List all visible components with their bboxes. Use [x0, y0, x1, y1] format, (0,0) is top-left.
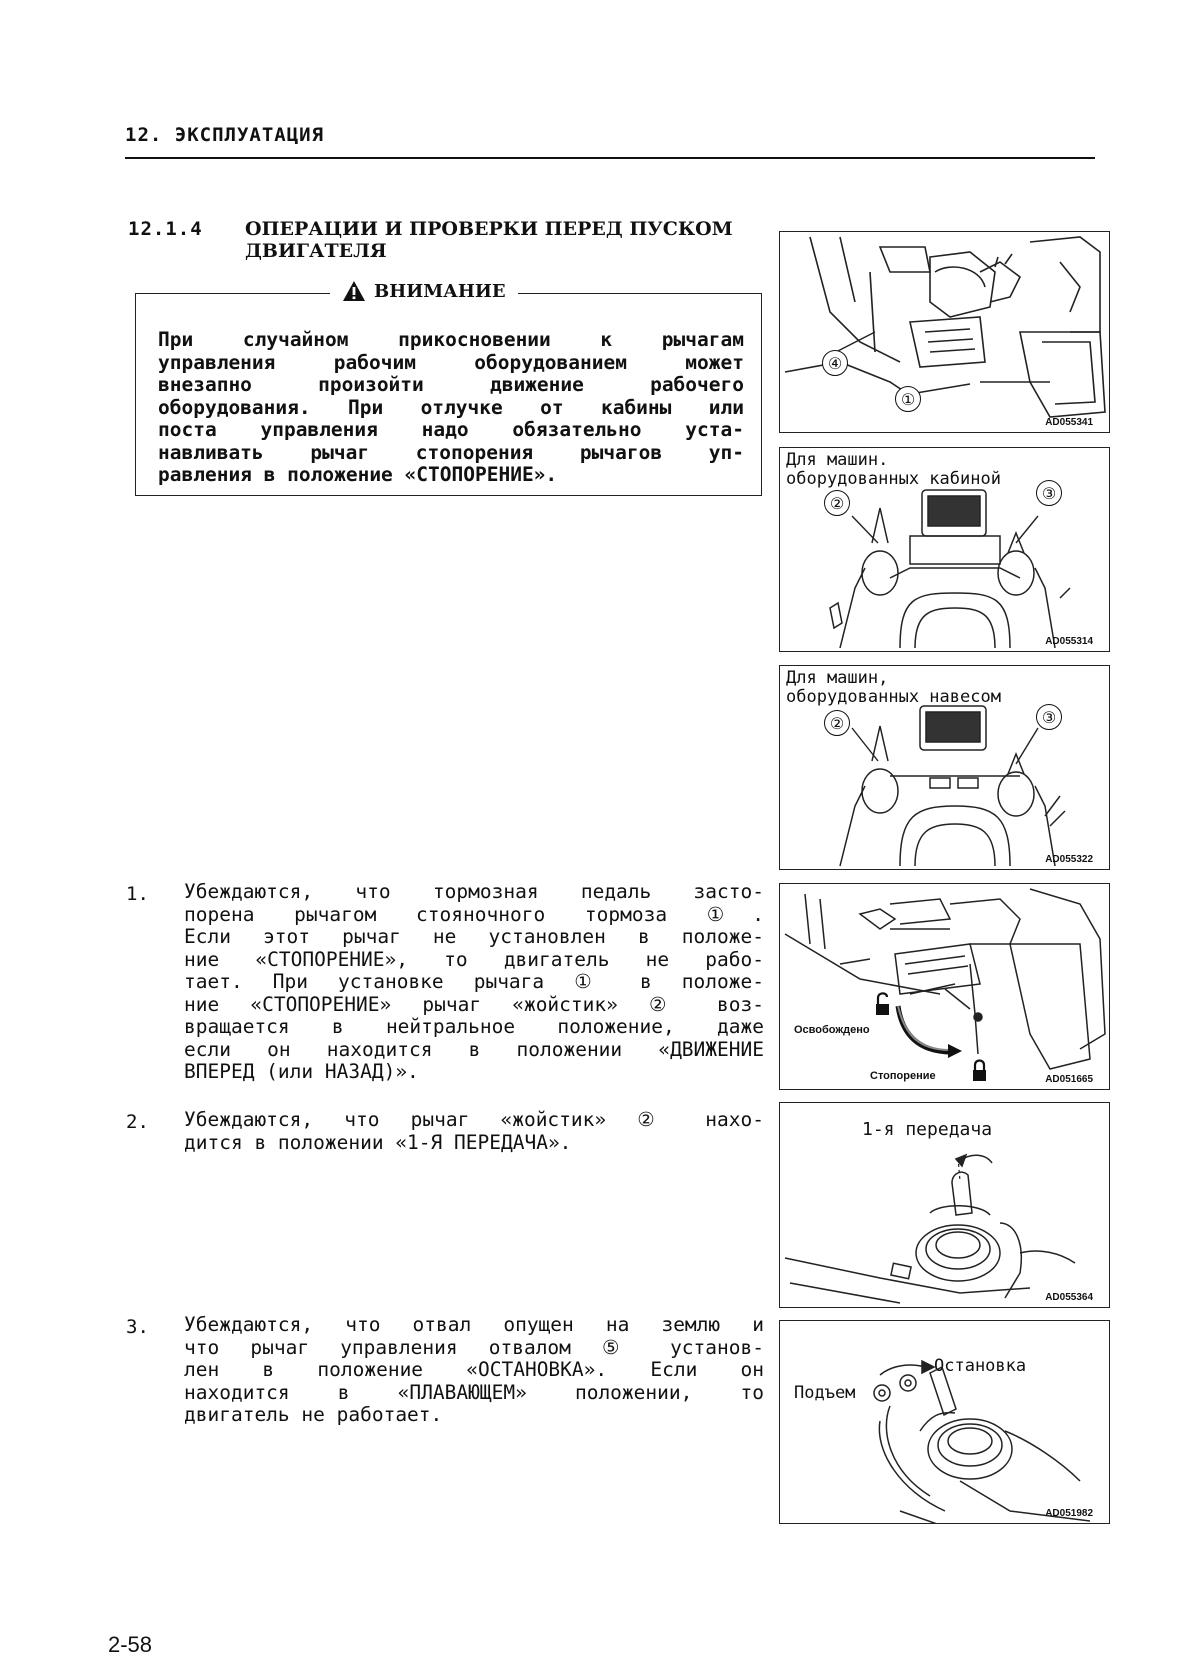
warning-line: равления в положение «СТОПОРЕНИЕ».: [158, 463, 558, 486]
figure-operator-station: [779, 231, 1110, 433]
item-text: [184, 1109, 764, 1154]
caption-line: оборудованных кабиной: [786, 469, 1001, 489]
warning-text: [158, 329, 744, 487]
figure-cab-controls: [779, 447, 1110, 652]
label-locked: Стопорение: [870, 1070, 936, 1082]
item-text: [184, 881, 764, 1084]
figure-code: AD055364: [1045, 1292, 1093, 1303]
item-number: 1.: [126, 883, 149, 905]
warning-line: При случайном прикосновении к рычагам: [158, 328, 744, 351]
item-line: дится в положении «1-Я ПЕРЕДАЧА».: [184, 1130, 572, 1154]
caption-line: Для машин,: [786, 668, 889, 688]
item-line: Если этот рычаг не установлен в положе-: [184, 925, 764, 948]
caption-line: Для машин.: [786, 450, 889, 470]
item-line: ние «СТОПОРЕНИЕ», то двигатель не рабо-: [184, 947, 764, 971]
figure-code: AD055341: [1045, 417, 1093, 428]
figure-blade-lever: [779, 1320, 1110, 1524]
warning-header: [330, 280, 518, 302]
lock-icon: [973, 1061, 986, 1082]
warning-line: внезапно произойти движение рабочего: [158, 373, 744, 396]
callout-1: ①: [895, 386, 921, 412]
section-title-line: ДВИГАТЕЛЯ: [245, 240, 387, 262]
label-raise: Подъем: [794, 1383, 856, 1403]
joystick-illustration: [780, 1103, 1110, 1308]
warning-line: управления рабочим оборудованием может: [158, 350, 744, 374]
warning-line: оборудования. При отлучке от кабины или: [158, 395, 744, 419]
figure-joystick-gear: [779, 1102, 1110, 1308]
warning-line: поста управления надо обязательно уста-: [158, 418, 744, 441]
parking-brake-illustration: [780, 884, 1110, 1090]
item-line: Убеждаются, что тормозная педаль засто-: [184, 880, 764, 903]
label-released: Освобождено: [794, 1024, 870, 1036]
item-text: [184, 1314, 764, 1427]
item-line: находится в «ПЛАВАЮЩЕМ» положении, то: [184, 1380, 764, 1404]
callout-3: ③: [1036, 480, 1062, 506]
header-rule: [125, 157, 1095, 159]
section-title-line: ОПЕРАЦИИ И ПРОВЕРКИ ПЕРЕД ПУСКОМ: [245, 218, 733, 240]
figure-code: AD051982: [1045, 1508, 1093, 1519]
item-line: ВПЕРЕД (или НАЗАД)».: [184, 1060, 419, 1083]
warning-line: навливать рычаг стопорения рычагов уп-: [158, 440, 744, 464]
item-line: ние «СТОПОРЕНИЕ» рычаг «жойстик» ② воз-: [184, 992, 764, 1016]
page-header: 12. ЭКСПЛУАТАЦИЯ: [125, 124, 325, 146]
label-stop: Остановка: [934, 1356, 1027, 1376]
item-line: двигатель не работает.: [184, 1403, 443, 1426]
unlock-icon: [876, 993, 889, 1015]
warning-label: ВНИМАНИЕ: [374, 280, 506, 302]
blade-lever-illustration: [780, 1321, 1110, 1524]
warning-icon: [342, 280, 366, 302]
figure-code: AD055314: [1045, 636, 1093, 647]
section-number: 12.1.4: [128, 218, 203, 240]
callout-4: ④: [822, 350, 848, 376]
section-title: [245, 218, 733, 262]
caption-line: оборудованных навесом: [786, 687, 1001, 707]
item-line: что рычаг управления отвалом ⑤ установ-: [184, 1335, 764, 1359]
item-number: 2.: [126, 1111, 149, 1133]
page-number: 2-58: [108, 1632, 153, 1657]
callout-2: ②: [824, 710, 850, 736]
callout-2: ②: [824, 490, 850, 516]
callout-3: ③: [1036, 704, 1062, 730]
figure-canopy-controls: [779, 665, 1110, 870]
cab-controls-illustration: [780, 448, 1110, 652]
item-line: Убеждаются, что отвал опущен на землю и: [184, 1313, 764, 1336]
canopy-controls-illustration: [780, 666, 1110, 870]
figure-code: AD051665: [1045, 1074, 1093, 1085]
item-number: 3.: [126, 1316, 149, 1338]
item-line: вращается в нейтральное положение, даже: [184, 1015, 764, 1038]
label-first-gear: 1-я передача: [862, 1119, 993, 1140]
item-line: порена рычагом стояночного тормоза ①.: [184, 902, 764, 926]
item-line: лен в положение «ОСТАНОВКА». Если он: [184, 1358, 764, 1381]
figure-parking-brake: [779, 883, 1110, 1090]
item-line: тает. При установке рычага ① в положе-: [184, 970, 764, 993]
item-line: Убеждаются, что рычаг «жойстик» ② нахо-: [184, 1108, 764, 1131]
figure-code: AD055322: [1045, 854, 1093, 865]
operator-station-illustration: [780, 232, 1110, 433]
item-line: если он находится в положении «ДВИЖЕНИЕ: [184, 1037, 764, 1061]
